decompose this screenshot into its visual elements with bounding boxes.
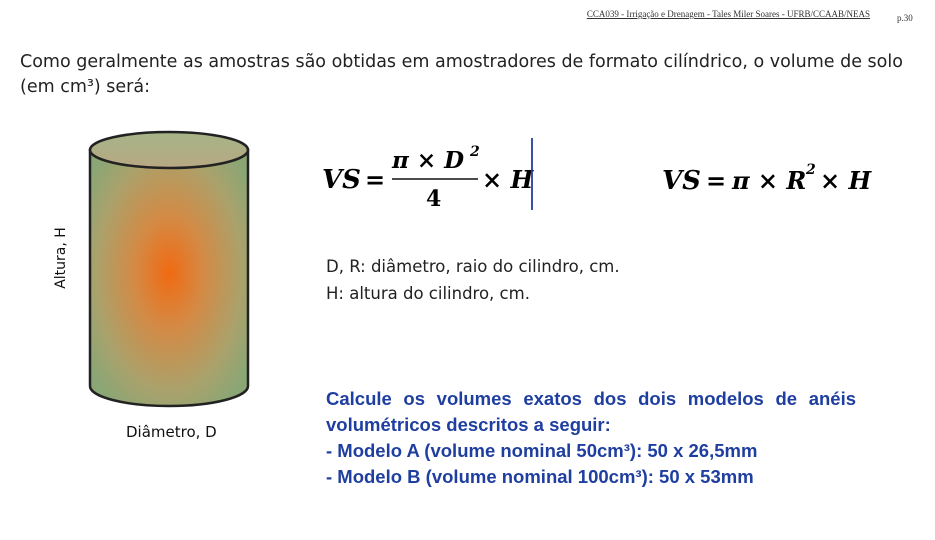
formula2-exponent: 2 [806,162,816,178]
formula2-lhs: VS [662,166,701,196]
formula2-equals: = [706,166,727,195]
formula1-lhs: VS [322,165,361,195]
page-number: p.30 [897,13,913,23]
legend-line-diameter-radius: D, R: diâmetro, raio do cilindro, cm. [326,257,620,276]
formula1-tail: × H [482,165,534,194]
exercise-intro-line2: volumétricos descritos a seguir: [326,414,611,435]
cylinder-illustration [60,128,260,418]
formula-volume-radius [660,160,890,200]
cylinder-top [90,132,248,168]
formula1-exponent: 2 [470,144,480,160]
formula1-denominator: 4 [426,186,442,212]
intro-paragraph: Como geralmente as amostras são obtidas em amostradores de formato cilíndrico, o volume de solo (em cm³) será: [20,52,903,97]
exercise-intro-line1: Calcule os volumes exatos dos dois modelos de anéis [326,388,856,409]
formula2-body: π × R [732,166,807,195]
exercise-model-b: - Modelo B (volume nominal 100cm³): 50 x 53mm [326,466,754,487]
exercise-block [326,386,856,490]
diameter-label: Diâmetro, D [126,423,217,441]
legend-line-height: H: altura do cilindro, cm. [326,284,530,303]
variable-legend [326,253,620,307]
height-label: Altura, H [53,227,69,289]
exercise-model-a: - Modelo A (volume nominal 50cm³): 50 x 26,5mm [326,440,758,461]
formula2-tail: × H [820,166,872,195]
formula-volume-diameter [320,138,550,213]
cylinder-body [90,150,248,406]
formula1-equals: = [365,165,386,194]
formula1-numerator: π × D [392,147,465,174]
header-course-line: CCA039 - Irrigação e Drenagem - Tales Miler Soares - UFRB/CCAAB/NEAS [586,9,870,19]
